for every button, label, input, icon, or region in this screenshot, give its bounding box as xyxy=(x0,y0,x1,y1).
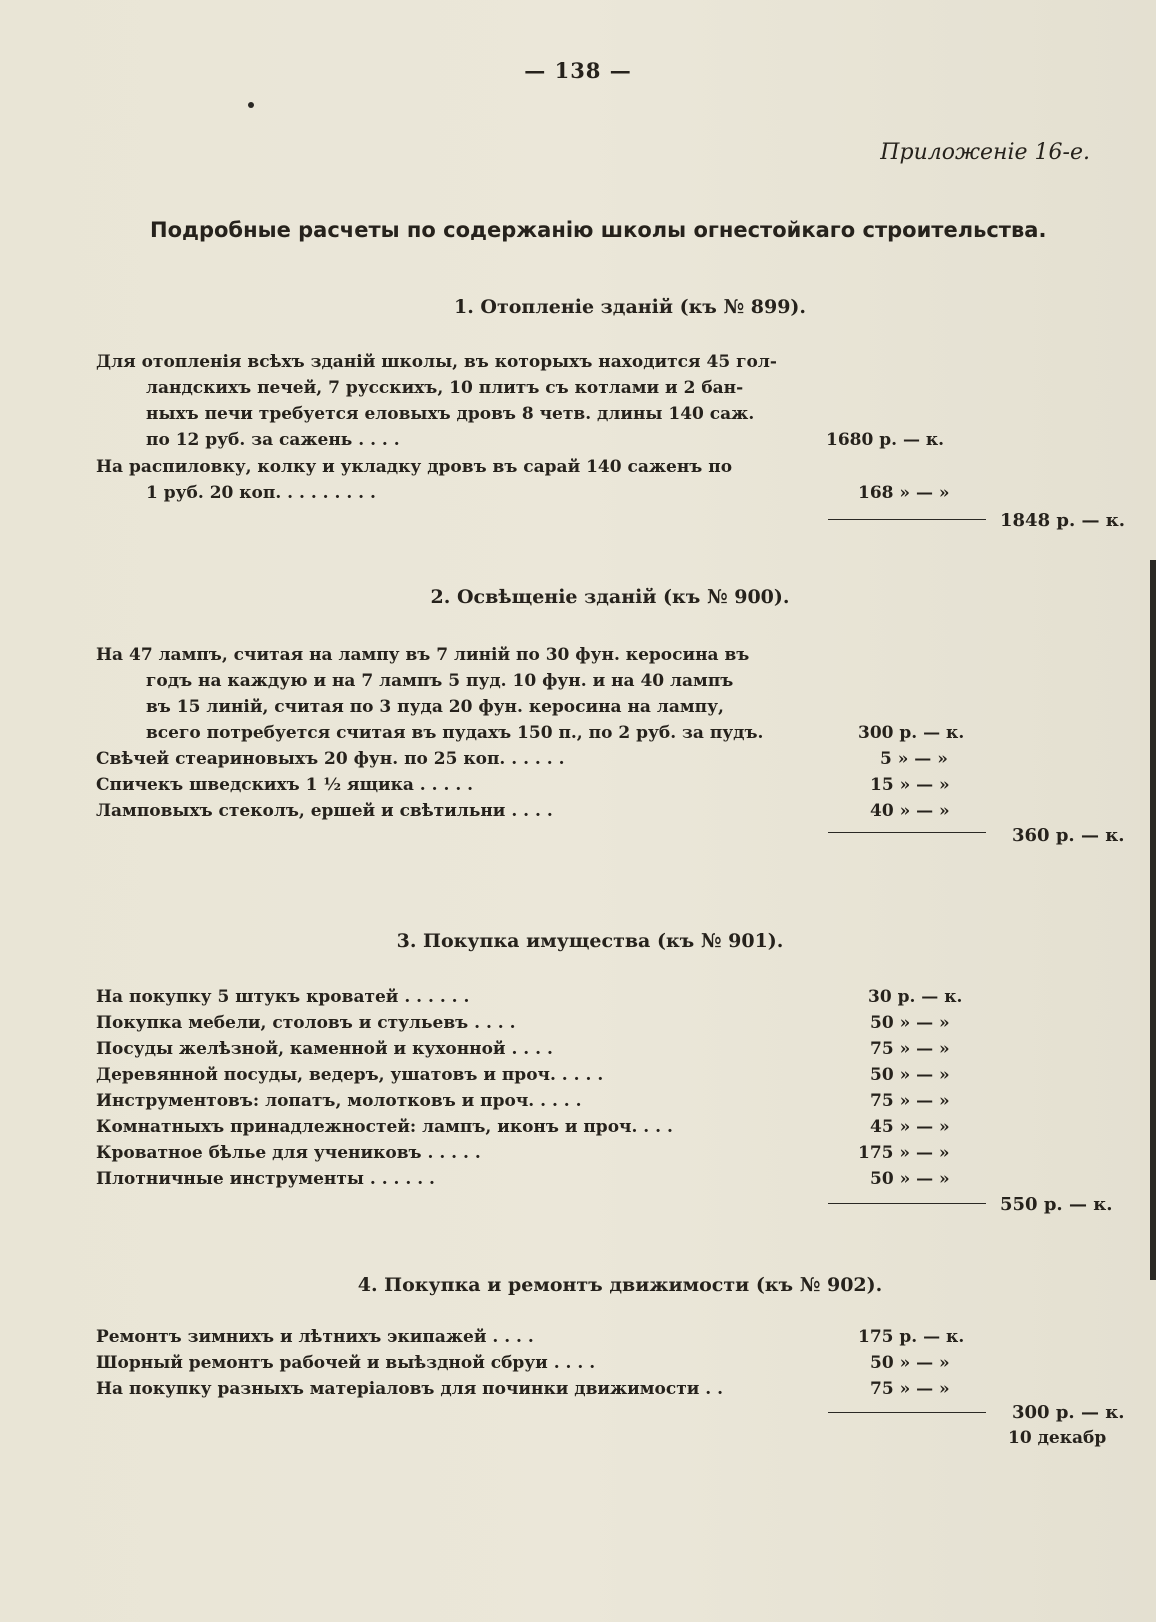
section-line: На покупку разныхъ матеріаловъ для починки движимости . . xyxy=(96,1379,724,1399)
section-line: Свѣчей стеариновыхъ 20 фун. по 25 коп. . . . . . xyxy=(96,749,565,769)
section-title-property: 3. Покупка имущества (къ № 901). xyxy=(396,930,784,952)
line-amount: 75 » — » xyxy=(870,1091,950,1111)
date-note: 10 декабр xyxy=(1008,1428,1107,1448)
line-amount: 75 » — » xyxy=(870,1379,950,1399)
section-line: На 47 лампъ, считая на лампу въ 7 линій по 30 фун. керосина въ xyxy=(96,645,750,665)
line-amount: 175 » — » xyxy=(858,1143,950,1163)
section-total: 1848 р. — к. xyxy=(1000,510,1126,531)
line-amount: 300 р. — к. xyxy=(858,723,965,743)
appendix-label: Приложеніе 16-е. xyxy=(880,140,1090,165)
section-total: 300 р. — к. xyxy=(1012,1402,1125,1423)
line-amount: 5 » — » xyxy=(880,749,948,769)
section-line: Кроватное бѣлье для учениковъ . . . . . xyxy=(96,1143,481,1163)
section-line: Шорный ремонтъ рабочей и выѣздной сбруи . . . . xyxy=(96,1353,596,1373)
section-line: Посуды желѣзной, каменной и кухонной . . . . xyxy=(96,1039,553,1059)
section-title-heating: 1. Отопленіе зданій (къ № 899). xyxy=(453,296,807,318)
subtotal-rule xyxy=(828,1412,986,1413)
section-line: Ламповыхъ стеколъ, ершей и свѣтильни . . . . xyxy=(96,801,553,821)
line-amount: 50 » — » xyxy=(870,1065,950,1085)
section-line: Спичекъ шведскихъ 1 ½ ящика . . . . . xyxy=(96,775,474,795)
section-line: Деревянной посуды, ведеръ, ушатовъ и проч. . . . . xyxy=(96,1065,604,1085)
page-number: — 138 — xyxy=(524,58,632,83)
section-line: 1 руб. 20 коп. . . . . . . . . xyxy=(146,483,376,503)
section-line: годъ на каждую и на 7 лампъ 5 пуд. 10 фун. и на 40 лампъ xyxy=(146,671,734,691)
section-line: Комнатныхъ принадлежностей: лампъ, иконъ и проч. . . . xyxy=(96,1117,673,1137)
section-line: На покупку 5 штукъ кроватей . . . . . . xyxy=(96,987,470,1007)
section-line: всего потребуется считая въ пудахъ 150 п., по 2 руб. за пудъ. xyxy=(146,723,764,743)
section-line: въ 15 линій, считая по 3 пуда 20 фун. керосина на лампу, xyxy=(146,697,724,717)
line-amount: 50 » — » xyxy=(870,1353,950,1373)
section-line: Инструментовъ: лопатъ, молотковъ и проч. . . . . xyxy=(96,1091,582,1111)
section-line: Плотничные инструменты . . . . . . xyxy=(96,1169,435,1189)
line-amount: 75 » — » xyxy=(870,1039,950,1059)
section-line: ныхъ печи требуется еловыхъ дровъ 8 четв. длины 140 саж. xyxy=(146,404,755,424)
line-amount: 30 р. — к. xyxy=(868,987,963,1007)
line-amount: 1680 р. — к. xyxy=(826,430,945,450)
page-title: Подробные расчеты по содержанію школы огнестойкаго строительства. xyxy=(150,218,1047,242)
line-amount: 45 » — » xyxy=(870,1117,950,1137)
subtotal-rule xyxy=(828,1203,986,1204)
section-line: На распиловку, колку и укладку дровъ въ сарай 140 саженъ по xyxy=(96,457,733,477)
page-edge-shadow xyxy=(1150,560,1156,1280)
section-total: 360 р. — к. xyxy=(1012,825,1125,846)
subtotal-rule xyxy=(828,832,986,833)
subtotal-rule xyxy=(828,519,986,520)
line-amount: 50 » — » xyxy=(870,1013,950,1033)
section-title-lighting: 2. Освѣщеніе зданій (къ № 900). xyxy=(430,586,790,608)
line-amount: 40 » — » xyxy=(870,801,950,821)
section-line: Ремонтъ зимнихъ и лѣтнихъ экипажей . . . . xyxy=(96,1327,534,1347)
line-amount: 175 р. — к. xyxy=(858,1327,965,1347)
section-title-movables: 4. Покупка и ремонтъ движимости (къ № 902). xyxy=(357,1274,883,1296)
line-amount: 50 » — » xyxy=(870,1169,950,1189)
ink-dot xyxy=(248,102,254,108)
section-total: 550 р. — к. xyxy=(1000,1194,1113,1215)
section-line: Покупка мебели, столовъ и стульевъ . . . . xyxy=(96,1013,516,1033)
section-line: ландскихъ печей, 7 русскихъ, 10 плитъ съ котлами и 2 бан- xyxy=(146,378,744,398)
section-line: Для отопленія всѣхъ зданій школы, въ которыхъ находится 45 гол- xyxy=(96,352,777,372)
section-line: по 12 руб. за сажень . . . . xyxy=(146,430,400,450)
line-amount: 168 » — » xyxy=(858,483,950,503)
line-amount: 15 » — » xyxy=(870,775,950,795)
